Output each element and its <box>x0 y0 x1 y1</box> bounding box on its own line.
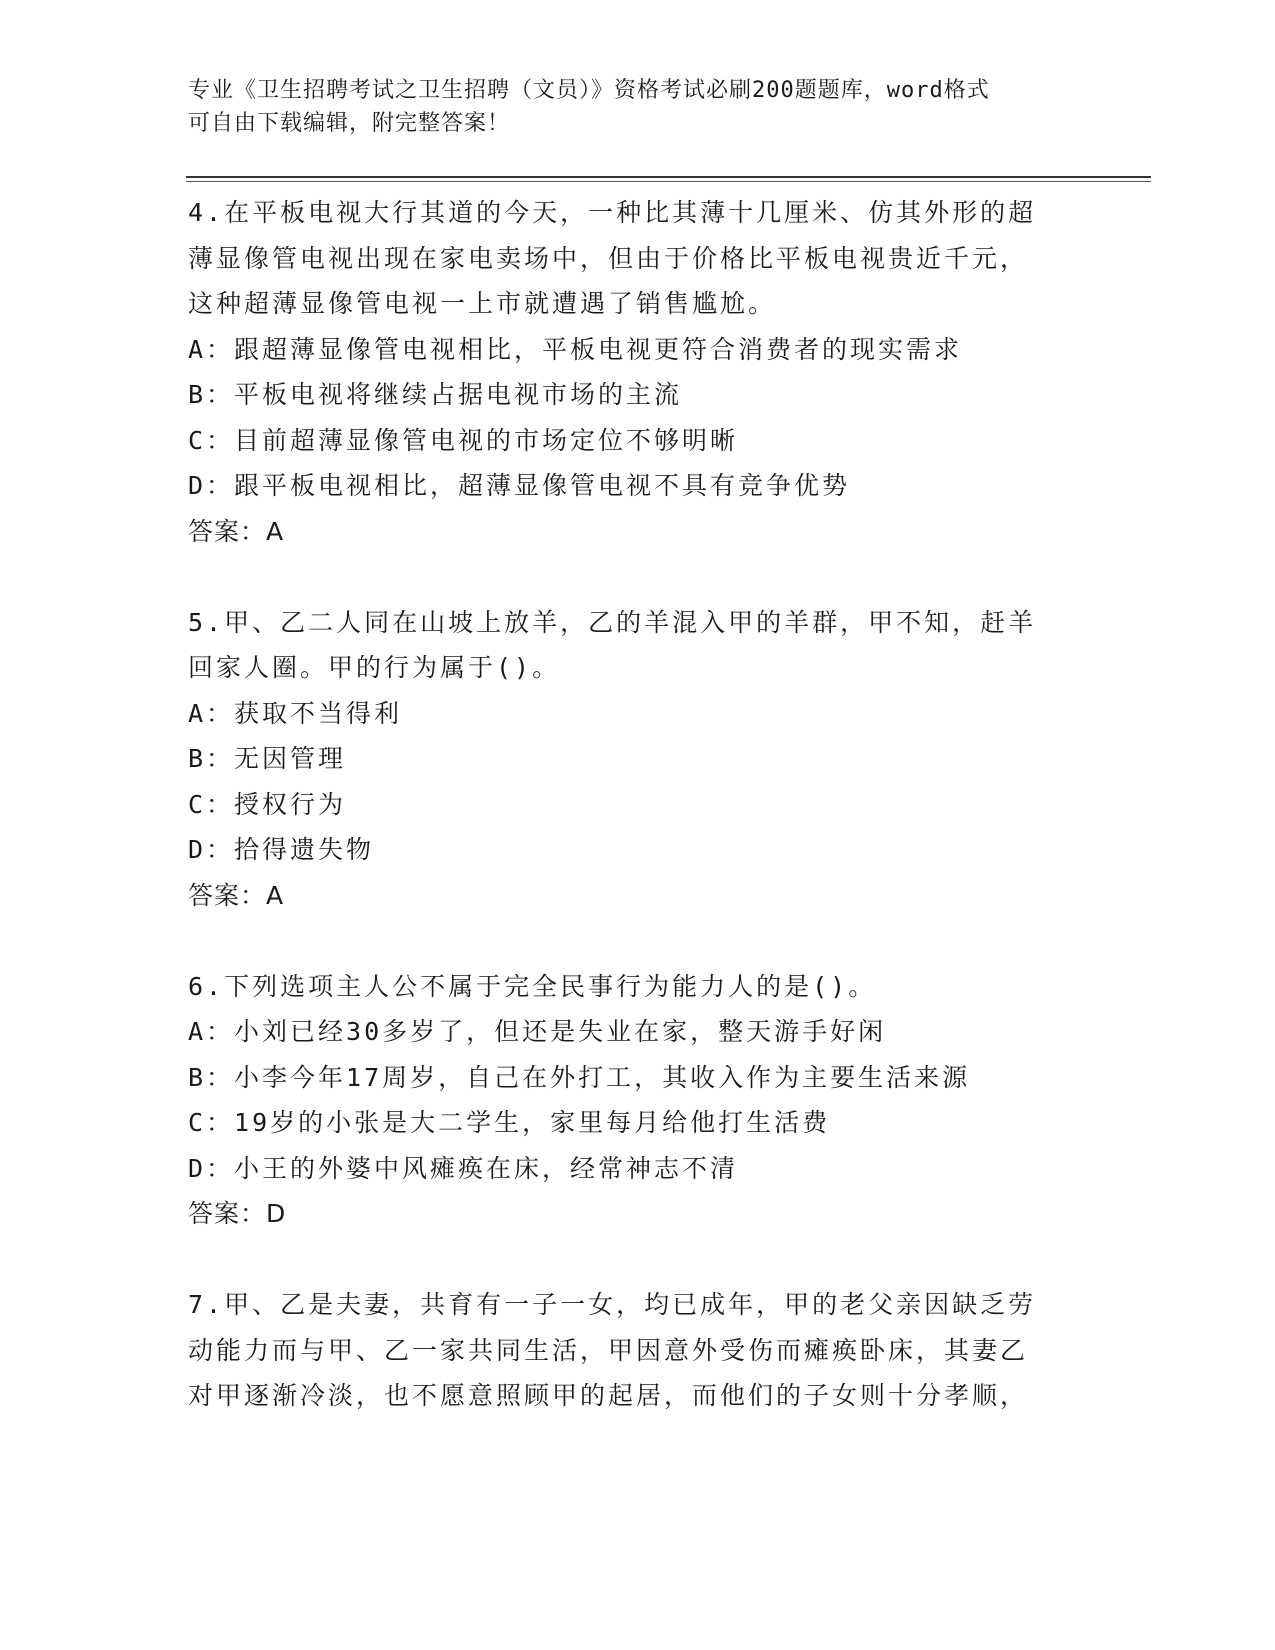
header-title-line-1: 专业《卫生招聘考试之卫生招聘（文员）》资格考试必刷200题题库，word格式 <box>188 78 990 103</box>
option-a: A：获取不当得利 <box>188 698 403 728</box>
option-c: C：19岁的小张是大二学生，家里每月给他打生活费 <box>188 1108 831 1137</box>
question-item <box>188 190 1108 554</box>
question-stem-line: 对甲逐渐冷淡，也不愿意照顾甲的起居，而他们的子女则十分孝顺， <box>188 1381 1029 1410</box>
option-b: B：无因管理 <box>188 744 347 773</box>
option-d: D：跟平板电视相比，超薄显像管电视不具有竞争优势 <box>188 471 851 500</box>
header-divider-thin <box>186 181 1151 182</box>
option-c: C：授权行为 <box>188 789 347 819</box>
question-spacer <box>188 554 1108 600</box>
question-stem-line: 回家人圈。甲的行为属于()。 <box>188 653 561 682</box>
option-d: D：小王的外婆中风瘫痪在床，经常神志不清 <box>188 1153 739 1183</box>
question-item <box>188 1282 1108 1419</box>
option-a: A：跟超薄显像管电视相比，平板电视更符合消费者的现实需求 <box>188 334 963 364</box>
question-item <box>188 964 1108 1237</box>
header-title-line-2: 可自由下载编辑，附完整答案！ <box>188 111 511 136</box>
question-stem-line: 动能力而与甲、乙一家共同生活，甲因意外受伤而瘫痪卧床，其妻乙 <box>188 1335 1029 1365</box>
question-stem-line: 6.下列选项主人公不属于完全民事行为能力人的是()。 <box>188 971 877 1001</box>
answer-line: 答案：A <box>188 516 285 546</box>
question-stem-line: 4.在平板电视大行其道的今天，一种比其薄十几厘米、仿其外形的超 <box>188 198 1037 227</box>
question-stem-line: 7.甲、乙是夫妻，共育有一子一女，均已成年，甲的老父亲因缺乏劳 <box>188 1290 1037 1319</box>
question-stem-line: 5.甲、乙二人同在山坡上放羊，乙的羊混入甲的羊群，甲不知，赶羊 <box>188 607 1037 637</box>
question-stem-line: 薄显像管电视出现在家电卖场中，但由于价格比平板电视贵近千元， <box>188 243 1029 273</box>
option-b: B：平板电视将继续占据电视市场的主流 <box>188 380 683 409</box>
option-a: A：小刘已经30多岁了，但还是失业在家，整天游手好闲 <box>188 1017 887 1046</box>
question-spacer <box>188 1237 1108 1283</box>
question-spacer <box>188 918 1108 964</box>
option-c: C：目前超薄显像管电视的市场定位不够明晰 <box>188 425 739 455</box>
document-header <box>188 74 1088 140</box>
answer-line: 答案：A <box>188 880 285 910</box>
question-list <box>188 190 1108 1419</box>
option-b: B：小李今年17周岁，自己在外打工，其收入作为主要生活来源 <box>188 1062 971 1092</box>
question-stem-line: 这种超薄显像管电视一上市就遭遇了销售尴尬。 <box>188 289 777 318</box>
answer-line: 答案：D <box>188 1199 287 1228</box>
question-item <box>188 600 1108 919</box>
option-d: D：拾得遗失物 <box>188 835 375 864</box>
header-divider-thick <box>186 176 1151 178</box>
